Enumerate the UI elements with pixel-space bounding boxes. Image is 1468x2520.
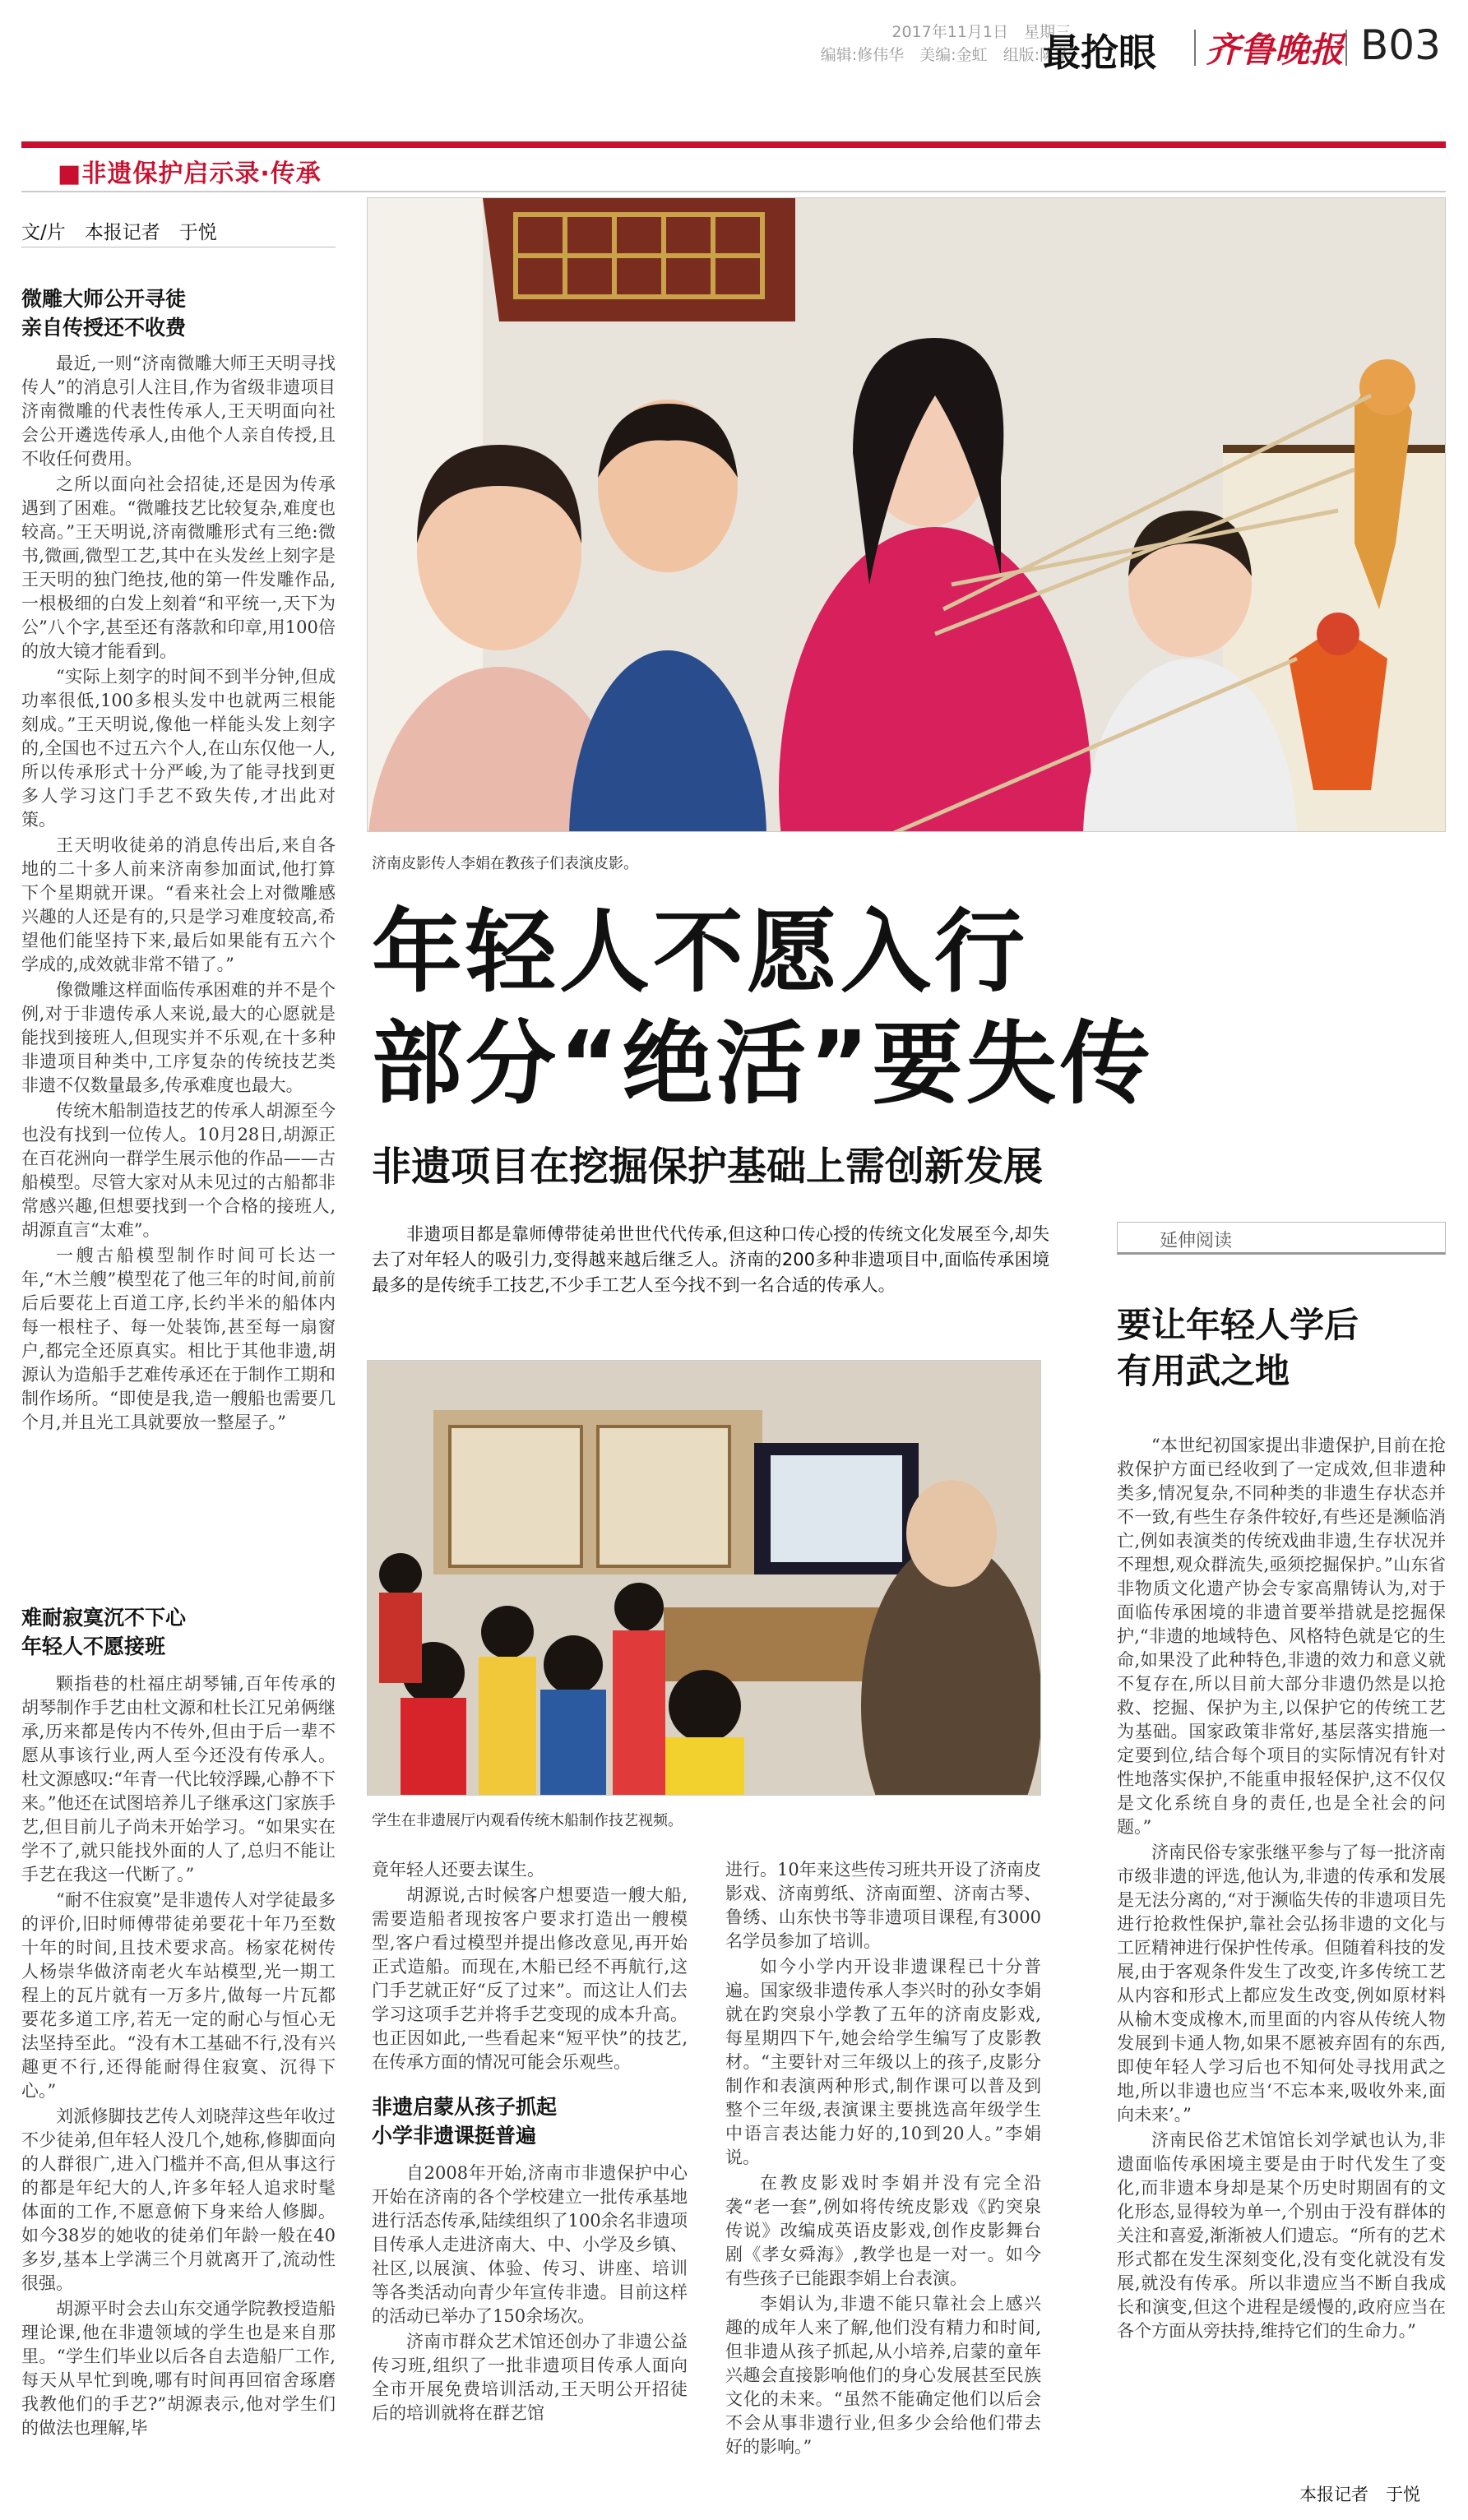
paragraph: 之所以面向社会招徒,还是因为传承遇到了困难。“微雕技艺比较复杂,难度也较高。”王天明说,济南微雕形式有三绝:微书,微画,微型工艺,其中在头发丝上刻字是王天明的独门绝技,他的第一件发雕作品,一根极细的白发上刻着“和平统一,天下为公”八个字,甚至还有落款和印章,用100倍的放大镜才能看到。: [21, 474, 336, 661]
paragraph: 济南市群众艺术馆还创办了非遗公益传习班,组织了一批非遗项目传承人面向全市开展免费培训活动,王天明公开招徒后的培训就将在群艺馆: [372, 2332, 688, 2423]
paragraph: 一艘古船模型制作时间可长达一年,“木兰艘”模型花了他三年的时间,前前后后要花上百道工序,长约半米的船体内每一根柱子、每一处装饰,甚至每一扇窗户,都完全还原真实。相比于其他非遗,胡源认为造船手艺难传承还在于制作工期和制作场所。“即使是我,造一艘船也需要几个月,并且光工具就要放一整屋子。”: [21, 1246, 336, 1432]
date-line: 2017年11月1日 星期三: [891, 23, 1071, 41]
editor-line: 编辑:修伟华 美编:金虹 组版:陈华: [820, 46, 1071, 64]
shadow-puppet-photo: [367, 197, 1446, 832]
paper-logo: 齐鲁晚报: [1206, 30, 1345, 70]
paragraph: 李娟认为,非遗不能只靠社会上感兴趣的成年人来了解,他们没有精力和时间,但非遗从孩子抓起,从小培养,启蒙的童年兴趣会直接影响他们的身心发展甚至民族文化的未来。“虽然不能确定他们以后会不会从事非遗行业,但多少会给他们带去好的影响。”: [725, 2294, 1041, 2457]
header-divider: [1345, 30, 1347, 66]
paragraph: 在教皮影戏时李娟并没有完全沿袭“老一套”,例如将传统皮影戏《趵突泉传说》改编成英语皮影戏,创作皮影舞台剧《孝女舜海》,教学也是一对一。如今有些孩子已能跟李娟上台表演。: [725, 2173, 1041, 2288]
paragraph: 自2008年开始,济南市非遗保护中心开始在济南的各个学校建立一批传承基地进行活态传承,陆续组织了100余名非遗项目传承人走进济南大、中、小学及乡镇、社区,以展演、体验、传习、讲座、培训等各类活动向青少年宣传非遗。目前这样的活动已举办了150余场次。: [372, 2163, 688, 2326]
extended-reading-tag: 延伸阅读: [1160, 1231, 1233, 1251]
photo-2-caption: 学生在非遗展厅内观看传统木船制作技艺视频。: [372, 1812, 683, 1829]
paragraph: 王天明收徒弟的消息传出后,来自各地的二十多人前来济南参加面试,他打算下个星期就开课。“看来社会上对微雕感兴趣的人还是有的,只是学习难度较高,希望他们能坚持下来,最后如果能有五六个学成的,成效就非常不错了。”: [21, 835, 336, 974]
paragraph: 刘派修脚技艺传人刘晓萍这些年收过不少徒弟,但年轻人没几个,她称,修脚面向的人群很广,进入门槛并不高,但从事这行的都是年纪大的人,许多年轻人追求时髦体面的工作,不愿意俯下身来给人修脚。如今38岁的她收的徒弟们年龄一般在40多岁,基本上学满三个月就离开了,流动性很强。: [21, 2106, 336, 2293]
subhead-3-line-2: 小学非遗课挺普遍: [372, 2124, 537, 2148]
page-number: B03: [1360, 21, 1441, 69]
left-column-top: [21, 284, 336, 1567]
subhead-2-line-1: 难耐寂寞沉不下心: [21, 1606, 187, 1630]
paragraph: 像微雕这样面临传承困难的并不是个例,对于非遗传承人来说,最大的心愿就是能找到接班人,但现实并不乐观,在十多种非遗项目种类中,工序复杂的传统技艺类非遗不仅数量最多,传承难度也最大。: [21, 980, 336, 1095]
paragraph: 胡源平时会去山东交通学院教授造船理论课,他在非遗领域的学生也是来自那里。“学生们毕业以后各自去造船厂工作,每天从早忙到晚,哪有时间再回宿舍琢磨我教他们的手艺?”胡源表示,他对学生们的做法也理解,毕: [21, 2299, 336, 2438]
paragraph: 济南民俗专家张继平参与了每一批济南市级非遗的评选,他认为,非遗的传承和发展是无法分离的,“对于濒临失传的非遗项目先进行抢救性保护,靠社会弘扬非遗的文化与工匠精神进行保护性传承。但随着科技的发展,由于客观条件发生了改变,许多传统工艺从内容和形式上都应发生改变,例如原材料从榆木变成橡木,而里面的内容从传统人物发展到卡通人物,如果不愿被弃固有的东西,即使年轻人学习后也不知何处寻找用武之地,所以非遗也应当‘不忘本来,吸收外来,面向未来’。”: [1117, 1843, 1446, 2125]
lead-paragraph: 非遗项目都是靠师傅带徒弟世世代代传承,但这种口传心授的传统文化发展至今,却失去了对年轻人的吸引力,变得越来越后继乏人。济南的200多种非遗项目中,面临传承困境最多的是传统手工技艺,不少手工艺人至今找不到一名合适的传承人。: [372, 1224, 1049, 1295]
paragraph: “本世纪初国家提出非遗保护,目前在抢救保护方面已经收到了一定成效,但非遗种类多,情况复杂,不同种类的非遗生存状态并不一致,有些生存条件较好,有些还是濒临消亡,例如表演类的传统戏曲非遗,生存状况并不理想,观众群流失,亟须挖掘保护。”山东省非物质文化遗产协会专家高鼎铸认为,对于面临传承困境的非遗首要举措就是挖掘保护,“非遗的地域特色、风格特色就是它的生命,如果没了此种特色,非遗的效力和意义就不复存在,所以目前大部分非遗仍然是以抢救、挖掘、保护为主,以保护它的传统工艺为基础。国家政策非常好,基层落实措施一定要到位,结合每个项目的实际情况有针对性地落实保护,不能重申报轻保护,这不仅仅是文化系统自身的责任,也是全社会的问题。”: [1117, 1436, 1446, 1837]
subhead-1-line-1: 微雕大师公开寻徒: [21, 287, 187, 311]
shadow-puppet-photo-image: [368, 198, 1446, 832]
photo-1-caption: 济南皮影传人李娟在教孩子们表演皮影。: [372, 855, 638, 872]
right-subhead: [1117, 1302, 1359, 1394]
section-title: ■非遗保护启示录·传承: [58, 160, 322, 188]
middle-column-a: [372, 1858, 688, 2508]
students-exhibition-photo: [367, 1360, 1041, 1796]
headline-subtitle: 非遗项目在挖掘保护基础上需创新发展: [372, 1144, 1044, 1190]
subhead-3-line-1: 非遗启蒙从孩子抓起: [372, 2095, 558, 2119]
right-subhead-line-2: 有用武之地: [1117, 1351, 1290, 1391]
paragraph: 济南民俗艺术馆馆长刘学斌也认为,非遗面临传承困境主要是由于时代发生了变化,而非遗本身却是某个历史时期固有的文化形态,显得较为单一,个别由于没有群体的关注和喜爱,渐渐被人们遗忘。“所有的艺术形式都在发生深刻变化,没有变化就没有发展,就没有传承。所以非遗应当不断自我成长和演变,但这个进程是缓慢的,政府应当在各个方面从旁扶持,维持它们的生命力。”: [1117, 2130, 1446, 2341]
subhead-2-line-2: 年轻人不愿接班: [21, 1635, 166, 1658]
subhead-1-line-2: 亲自传授还不收费: [21, 316, 187, 340]
paragraph: 最近,一则“济南微雕大师王天明寻找传人”的消息引人注目,作为省级非遗项目济南微雕的代表性传承人,王天明面向社会公开遴选传承人,由他个人亲自传授,且不收任何费用。: [21, 354, 336, 469]
header-divider: [1194, 30, 1196, 66]
headline-line-1: 年轻人不愿入行: [372, 899, 1028, 1005]
paragraph: 竟年轻人还要去谋生。: [372, 1860, 544, 1880]
paragraph: 如今小学内开设非遗课程已十分普遍。国家级非遗传承人李兴时的孙女李娟就在趵突泉小学教了五年的济南皮影戏,每星期四下午,她会给学生编写了皮影教材。“主要针对三年级以上的孩子,皮影分制作和表演两种形式,制作课可以普及到整个三年级,表演课主要挑选高年级学生中语言表达能力好的,10到20人。”李娟说。: [725, 1957, 1041, 2167]
middle-column-b: [725, 1858, 1041, 2508]
paragraph: 胡源说,古时候客户想要造一艘大船,需要造船者现按客户要求打造出一艘模型,客户看过模型并提出修改意见,再开始正式造船。而现在,木船已经不再航行,这门手艺就正好“反了过来”。而这让人们去学习这项手艺并将手艺变现的成本升高。也正因如此,一些看起来“短平快”的技艺,在传承方面的情况可能会乐观些。: [372, 1885, 688, 2072]
section-name: 最抢眼: [1043, 30, 1156, 75]
right-byline: 本报记者 于悦: [1299, 2485, 1420, 2504]
paragraph: 颗指巷的杜福庄胡琴铺,百年传承的胡琴制作手艺由杜文源和杜长江兄弟俩继承,历来都是传内不传外,但由于后一辈不愿从事该行业,两人至今还没有传承人。杜文源感叹:“年青一代比较浮躁,心静不下来。”他还在试图培养儿子继承这门家族手艺,但目前儿子尚未开始学习。“如果实在学不了,就只能找外面的人了,总归不能让手艺在我这一代断了。”: [21, 1674, 336, 1884]
right-column: [1117, 1434, 1446, 2462]
headline-line-2: 部分“绝活”要失传: [372, 1011, 1154, 1117]
students-exhibition-photo-image: [368, 1361, 1041, 1796]
paragraph: “耐不住寂寞”是非遗传人对学徒最多的评价,旧时师傅带徒弟要花十年乃至数十年的时间,且技术要求高。杨家花树传人杨崇华做济南老火车站模型,光一期工程上的瓦片就有一万多片,做每一片瓦都要花多道工序,若无一定的耐心与恒心无法坚持至此。“没有木工基础不行,没有兴趣更不行,还得能耐得住寂寞、沉得下心。”: [21, 1890, 336, 2101]
left-column-bottom: [21, 1603, 336, 2508]
top-red-rule: [21, 141, 1446, 148]
paragraph: 传统木船制造技艺的传承人胡源至今也没有找到一位传人。10月28日,胡源正在百花洲向一群学生展示他的作品——古船模型。尽管大家对从未见过的古船都非常感兴趣,但想要找到一个合格的接班人,胡源直言“太难”。: [21, 1101, 336, 1240]
byline: 文/片 本报记者 于悦: [21, 222, 217, 243]
section-rule: [21, 191, 1446, 192]
paragraph: 进行。10年来这些传习班共开设了济南皮影戏、济南剪纸、济南面塑、济南古琴、鲁绣、山东快书等非遗项目课程,有3000名学员参加了培训。: [725, 1860, 1041, 1951]
right-subhead-line-1: 要让年轻人学后: [1117, 1305, 1359, 1345]
paragraph: “实际上刻字的时间不到半分钟,但成功率很低,100多根头发中也就两三根能刻成。”王天明说,像他一样能头发上刻字的,全国也不过五六个人,在山东仅他一人,所以传承形式十分严峻,为了能寻找到更多人学习这门手艺不致失传,才出此对策。: [21, 667, 336, 830]
